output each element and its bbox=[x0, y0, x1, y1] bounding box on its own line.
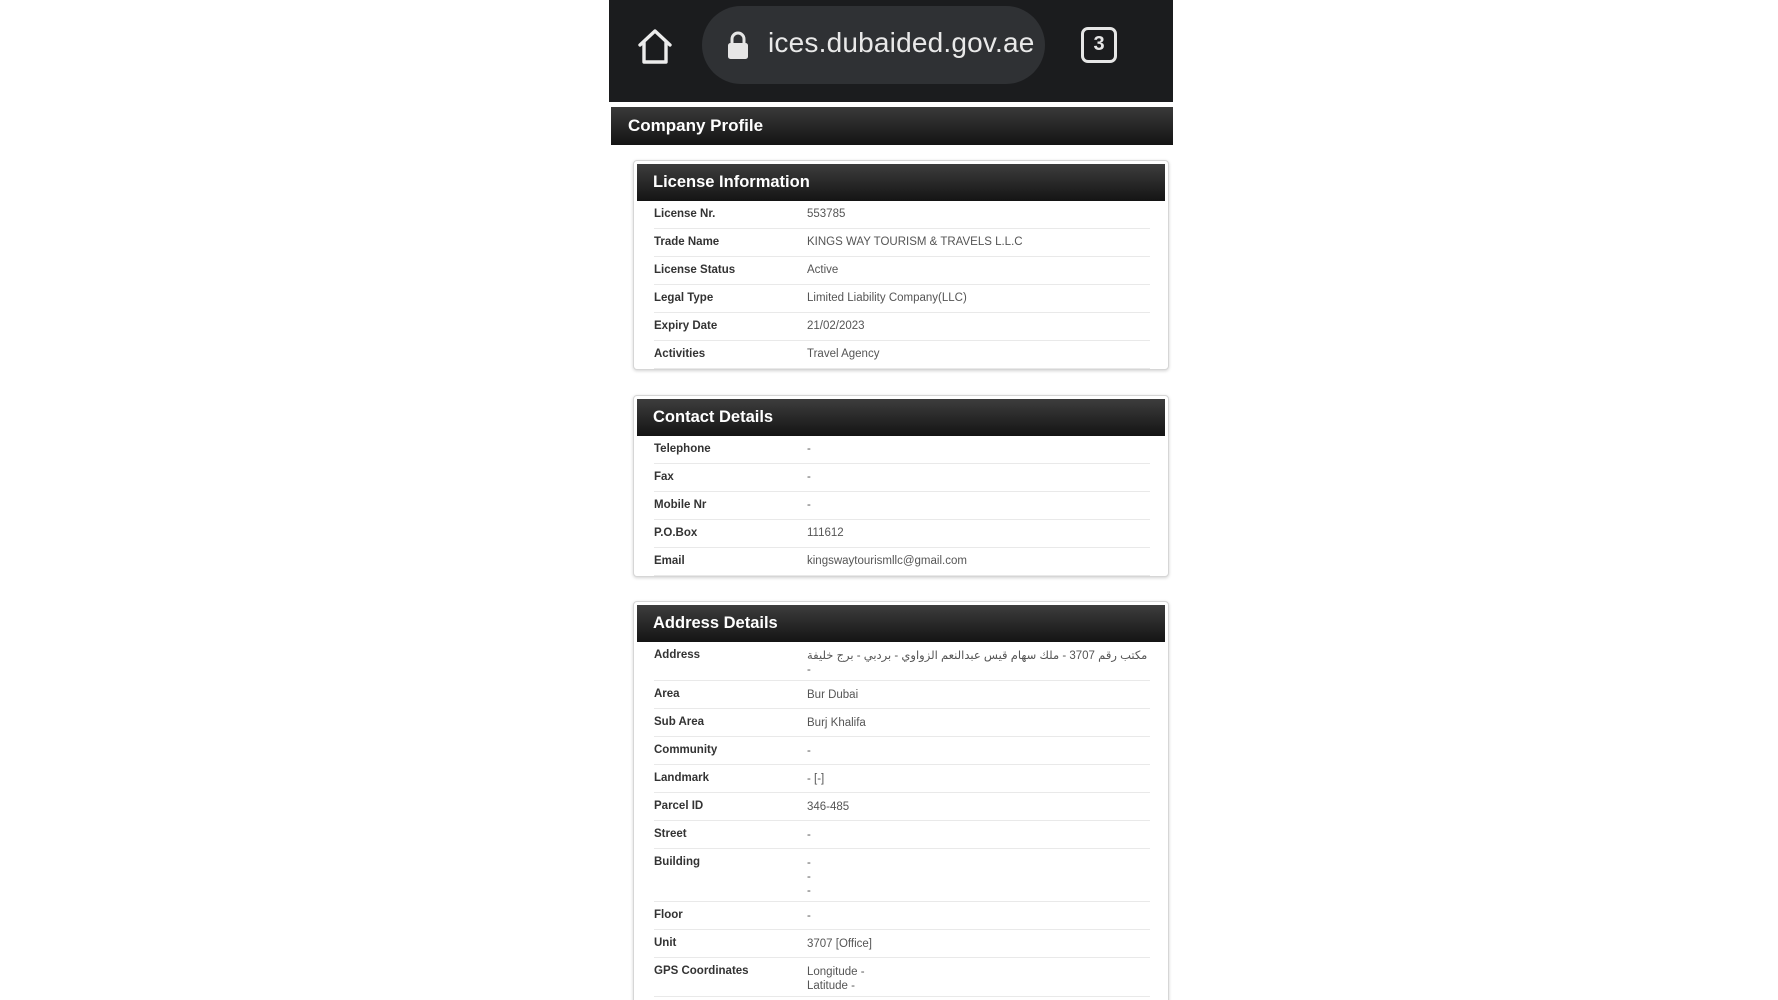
field-label: Building bbox=[654, 856, 700, 868]
contact-details-table bbox=[634, 436, 1168, 576]
field-value: KINGS WAY TOURISM & TRAVELS L.L.C bbox=[807, 236, 1023, 248]
address-details-header: Address Details bbox=[637, 605, 1165, 642]
table-row bbox=[654, 520, 1150, 548]
table-row bbox=[654, 313, 1150, 341]
table-row bbox=[654, 709, 1150, 737]
field-value bbox=[807, 772, 1150, 792]
table-row bbox=[654, 902, 1150, 930]
field-value bbox=[807, 688, 1150, 708]
license-information-header: License Information bbox=[637, 164, 1165, 201]
table-row bbox=[654, 257, 1150, 285]
address-details-table bbox=[634, 642, 1168, 997]
field-label: Parcel ID bbox=[654, 800, 704, 812]
field-value: 21/02/2023 bbox=[807, 320, 865, 332]
field-value-line: - bbox=[807, 871, 811, 883]
lock-icon bbox=[726, 30, 750, 60]
url-text: ices.dubaided.gov.ae bbox=[768, 27, 1035, 58]
field-value-line: - bbox=[807, 829, 811, 841]
table-row bbox=[654, 464, 1150, 492]
field-value: 111612 bbox=[807, 527, 844, 539]
field-value bbox=[807, 909, 1150, 929]
field-value bbox=[807, 856, 1150, 898]
contact-details-header: Contact Details bbox=[637, 399, 1165, 436]
field-value bbox=[807, 937, 1150, 957]
field-value bbox=[807, 649, 1150, 677]
field-value: kingswaytourismllc@gmail.com bbox=[807, 555, 967, 567]
table-row bbox=[654, 930, 1150, 958]
table-row bbox=[654, 849, 1150, 902]
field-label: License Nr. bbox=[654, 208, 716, 220]
field-value-line: Latitude - bbox=[807, 980, 855, 992]
field-label: Landmark bbox=[654, 772, 709, 784]
field-value bbox=[807, 744, 1150, 764]
license-information-table bbox=[634, 201, 1168, 369]
field-value bbox=[807, 800, 1150, 820]
field-value-line: - bbox=[807, 885, 811, 897]
field-label: Trade Name bbox=[654, 236, 720, 248]
field-label: Unit bbox=[654, 937, 677, 949]
field-label: GPS Coordinates bbox=[654, 965, 749, 977]
field-value bbox=[807, 716, 1150, 736]
field-value-line: - bbox=[807, 745, 811, 757]
field-label: Expiry Date bbox=[654, 320, 718, 332]
field-label: License Status bbox=[654, 264, 736, 276]
field-value-line: - bbox=[807, 664, 811, 676]
table-row bbox=[654, 821, 1150, 849]
field-label: Mobile Nr bbox=[654, 499, 707, 511]
license-information-panel bbox=[633, 160, 1169, 370]
field-value bbox=[807, 965, 1150, 993]
table-row bbox=[654, 765, 1150, 793]
field-value-line: 3707 [Office] bbox=[807, 938, 872, 950]
field-value bbox=[807, 828, 1150, 848]
field-label: Community bbox=[654, 744, 718, 756]
field-value: Travel Agency bbox=[807, 348, 880, 360]
table-row bbox=[654, 681, 1150, 709]
address-bar[interactable] bbox=[702, 6, 1045, 84]
field-value-line: - [-] bbox=[807, 773, 825, 785]
field-label: Legal Type bbox=[654, 292, 714, 304]
table-row bbox=[654, 229, 1150, 257]
browser-toolbar bbox=[609, 0, 1173, 102]
mobile-browser-viewport bbox=[609, 0, 1173, 1000]
field-label: Address bbox=[654, 649, 701, 661]
table-row bbox=[654, 201, 1150, 229]
field-value: Limited Liability Company(LLC) bbox=[807, 292, 967, 304]
field-value-line: مكتب رقم 3707 - ملك سهام قيس عبدالنعم الزواوي - بردبي - برج خليفة bbox=[807, 650, 1148, 662]
table-row bbox=[654, 548, 1150, 576]
field-value-line: - bbox=[807, 910, 811, 922]
address-details-panel bbox=[633, 601, 1169, 1000]
field-label: Activities bbox=[654, 348, 706, 360]
field-value-line: Bur Dubai bbox=[807, 689, 859, 701]
contact-details-panel bbox=[633, 395, 1169, 577]
field-label: P.O.Box bbox=[654, 527, 698, 539]
table-row bbox=[654, 436, 1150, 464]
field-label: Email bbox=[654, 555, 685, 567]
table-row bbox=[654, 285, 1150, 313]
field-label: Floor bbox=[654, 909, 683, 921]
page-title: Company Profile bbox=[611, 107, 1173, 145]
table-row bbox=[654, 642, 1150, 681]
field-label: Sub Area bbox=[654, 716, 705, 728]
field-value: Active bbox=[807, 264, 839, 276]
field-value: - bbox=[807, 443, 811, 455]
field-label: Area bbox=[654, 688, 680, 700]
table-row bbox=[654, 793, 1150, 821]
home-button[interactable] bbox=[635, 26, 675, 66]
tab-switcher-button[interactable]: 3 bbox=[1081, 27, 1117, 63]
table-row bbox=[654, 958, 1150, 997]
field-value-line: 346-485 bbox=[807, 801, 850, 813]
field-value-line: Burj Khalifa bbox=[807, 717, 866, 729]
table-row bbox=[654, 492, 1150, 520]
field-value-line: - bbox=[807, 857, 811, 869]
home-icon bbox=[635, 26, 675, 66]
table-row bbox=[654, 737, 1150, 765]
field-value: - bbox=[807, 499, 811, 511]
field-value: 553785 bbox=[807, 208, 846, 220]
field-label: Telephone bbox=[654, 443, 711, 455]
field-value-line: Longitude - bbox=[807, 966, 865, 978]
field-label: Street bbox=[654, 828, 687, 840]
table-row bbox=[654, 341, 1150, 369]
field-value: - bbox=[807, 471, 811, 483]
field-label: Fax bbox=[654, 471, 674, 483]
